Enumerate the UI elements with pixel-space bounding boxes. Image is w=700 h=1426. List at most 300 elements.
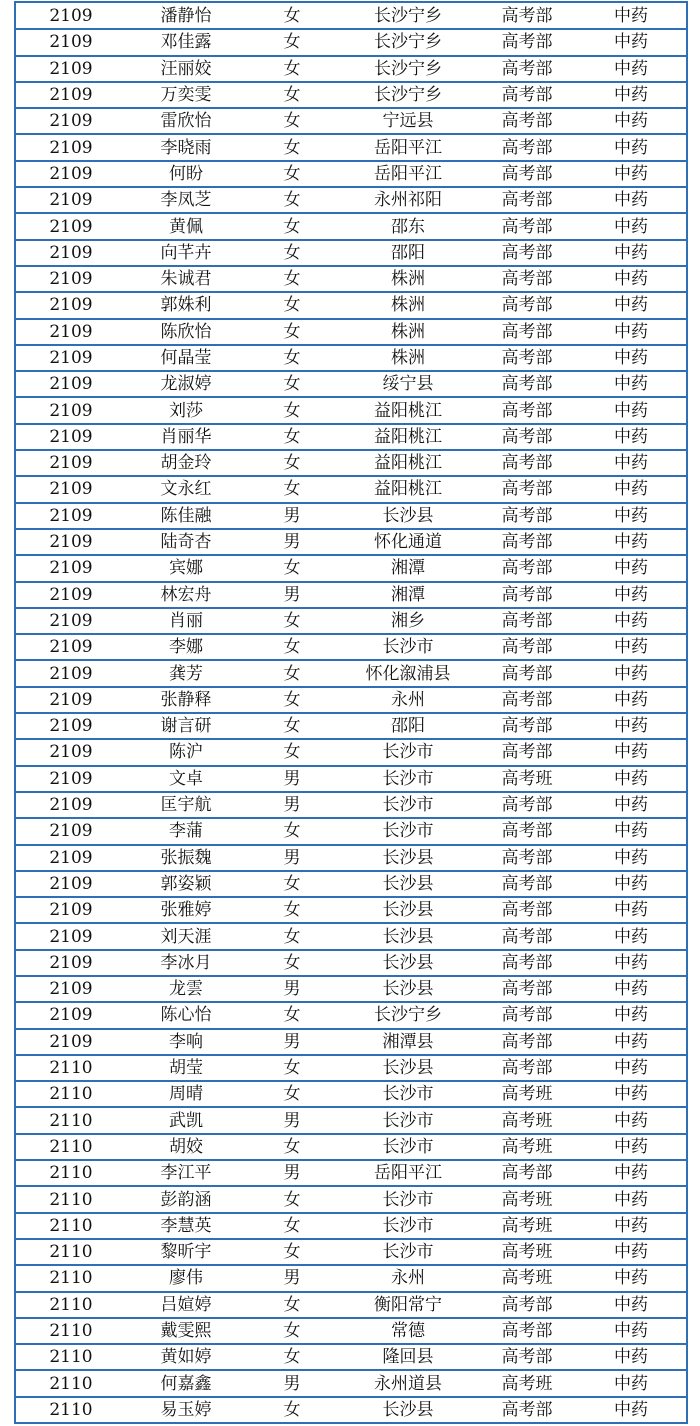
- major-cell: 中药: [576, 3, 686, 29]
- name-cell: 彭韵涵: [126, 1186, 246, 1212]
- name-cell: 陈沪: [126, 739, 246, 765]
- major-cell: 中药: [576, 134, 686, 160]
- table-row: [16, 134, 686, 160]
- table-row: [16, 923, 686, 949]
- origin-cell: 长沙县: [338, 845, 478, 871]
- department-cell: 高考部: [478, 424, 576, 450]
- name-cell: 刘莎: [126, 397, 246, 423]
- department-cell: 高考班: [478, 1107, 576, 1133]
- major-cell: 中药: [576, 660, 686, 686]
- origin-cell: 湘潭: [338, 555, 478, 581]
- gender-cell: 女: [246, 1213, 338, 1239]
- class-cell: 2109: [16, 582, 126, 608]
- table-row: [16, 1107, 686, 1133]
- gender-cell: 女: [246, 56, 338, 82]
- origin-cell: 益阳桃江: [338, 450, 478, 476]
- table-row: [16, 397, 686, 423]
- name-cell: 黄佩: [126, 213, 246, 239]
- major-cell: 中药: [576, 818, 686, 844]
- table-row: [16, 660, 686, 686]
- class-cell: 2109: [16, 687, 126, 713]
- major-cell: 中药: [576, 582, 686, 608]
- table-row: [16, 240, 686, 266]
- gender-cell: 女: [246, 161, 338, 187]
- name-cell: 张雅婷: [126, 897, 246, 923]
- name-cell: 张静释: [126, 687, 246, 713]
- gender-cell: 女: [246, 213, 338, 239]
- name-cell: 刘天涯: [126, 923, 246, 949]
- class-cell: 2109: [16, 56, 126, 82]
- name-cell: 李江平: [126, 1160, 246, 1186]
- gender-cell: 男: [246, 529, 338, 555]
- table-row: [16, 1397, 686, 1423]
- name-cell: 武凯: [126, 1107, 246, 1133]
- origin-cell: 长沙宁乡: [338, 3, 478, 29]
- gender-cell: 女: [246, 1055, 338, 1081]
- name-cell: 宾娜: [126, 555, 246, 581]
- class-cell: 2110: [16, 1318, 126, 1344]
- class-cell: 2110: [16, 1344, 126, 1370]
- gender-cell: 女: [246, 108, 338, 134]
- gender-cell: 女: [246, 739, 338, 765]
- gender-cell: 女: [246, 897, 338, 923]
- major-cell: 中药: [576, 897, 686, 923]
- department-cell: 高考班: [478, 1081, 576, 1107]
- table-row: [16, 1213, 686, 1239]
- origin-cell: 长沙宁乡: [338, 82, 478, 108]
- major-cell: 中药: [576, 845, 686, 871]
- name-cell: 肖丽: [126, 608, 246, 634]
- department-cell: 高考部: [478, 266, 576, 292]
- origin-cell: 湘潭县: [338, 1029, 478, 1055]
- gender-cell: 男: [246, 1029, 338, 1055]
- major-cell: 中药: [576, 1186, 686, 1212]
- table-row: [16, 1265, 686, 1291]
- table-row: [16, 29, 686, 55]
- department-cell: 高考部: [478, 792, 576, 818]
- origin-cell: 怀化溆浦县: [338, 660, 478, 686]
- table-row: [16, 161, 686, 187]
- origin-cell: 邵东: [338, 213, 478, 239]
- gender-cell: 女: [246, 424, 338, 450]
- major-cell: 中药: [576, 424, 686, 450]
- class-cell: 2109: [16, 213, 126, 239]
- origin-cell: 长沙县: [338, 871, 478, 897]
- major-cell: 中药: [576, 1344, 686, 1370]
- department-cell: 高考部: [478, 56, 576, 82]
- class-cell: 2109: [16, 660, 126, 686]
- gender-cell: 女: [246, 134, 338, 160]
- name-cell: 李凤芝: [126, 187, 246, 213]
- class-cell: 2110: [16, 1107, 126, 1133]
- department-cell: 高考部: [478, 134, 576, 160]
- origin-cell: 株洲: [338, 292, 478, 318]
- table-row: [16, 3, 686, 29]
- origin-cell: 永州: [338, 1265, 478, 1291]
- name-cell: 吕媗婷: [126, 1292, 246, 1318]
- class-cell: 2109: [16, 134, 126, 160]
- major-cell: 中药: [576, 213, 686, 239]
- table-row: [16, 555, 686, 581]
- major-cell: 中药: [576, 450, 686, 476]
- name-cell: 雷欣怡: [126, 108, 246, 134]
- class-cell: 2109: [16, 345, 126, 371]
- name-cell: 李慧英: [126, 1213, 246, 1239]
- major-cell: 中药: [576, 29, 686, 55]
- class-cell: 2109: [16, 187, 126, 213]
- department-cell: 高考部: [478, 371, 576, 397]
- major-cell: 中药: [576, 766, 686, 792]
- department-cell: 高考部: [478, 739, 576, 765]
- gender-cell: 女: [246, 345, 338, 371]
- origin-cell: 岳阳平江: [338, 161, 478, 187]
- class-cell: 2110: [16, 1160, 126, 1186]
- major-cell: 中药: [576, 950, 686, 976]
- origin-cell: 长沙市: [338, 1186, 478, 1212]
- name-cell: 张振魏: [126, 845, 246, 871]
- origin-cell: 岳阳平江: [338, 1160, 478, 1186]
- major-cell: 中药: [576, 397, 686, 423]
- department-cell: 高考班: [478, 1239, 576, 1265]
- origin-cell: 益阳桃江: [338, 424, 478, 450]
- class-cell: 2109: [16, 29, 126, 55]
- gender-cell: 男: [246, 792, 338, 818]
- department-cell: 高考部: [478, 476, 576, 502]
- table-row: [16, 1081, 686, 1107]
- class-cell: 2109: [16, 634, 126, 660]
- class-cell: 2110: [16, 1265, 126, 1291]
- name-cell: 匡宇航: [126, 792, 246, 818]
- gender-cell: 女: [246, 660, 338, 686]
- department-cell: 高考部: [478, 397, 576, 423]
- department-cell: 高考部: [478, 292, 576, 318]
- department-cell: 高考部: [478, 582, 576, 608]
- gender-cell: 女: [246, 266, 338, 292]
- name-cell: 向芊卉: [126, 240, 246, 266]
- table-row: [16, 82, 686, 108]
- major-cell: 中药: [576, 476, 686, 502]
- name-cell: 廖伟: [126, 1265, 246, 1291]
- major-cell: 中药: [576, 1107, 686, 1133]
- major-cell: 中药: [576, 292, 686, 318]
- major-cell: 中药: [576, 1134, 686, 1160]
- origin-cell: 长沙市: [338, 1239, 478, 1265]
- name-cell: 郭姝利: [126, 292, 246, 318]
- origin-cell: 永州: [338, 687, 478, 713]
- name-cell: 汪丽姣: [126, 56, 246, 82]
- student-table-body: [16, 3, 686, 1423]
- gender-cell: 女: [246, 82, 338, 108]
- major-cell: 中药: [576, 240, 686, 266]
- table-row: [16, 529, 686, 555]
- name-cell: 李晓雨: [126, 134, 246, 160]
- major-cell: 中药: [576, 1002, 686, 1028]
- gender-cell: 女: [246, 1318, 338, 1344]
- gender-cell: 男: [246, 976, 338, 1002]
- table-row: [16, 1239, 686, 1265]
- origin-cell: 益阳桃江: [338, 397, 478, 423]
- major-cell: 中药: [576, 634, 686, 660]
- department-cell: 高考部: [478, 1002, 576, 1028]
- name-cell: 陈欣怡: [126, 319, 246, 345]
- origin-cell: 衡阳常宁: [338, 1292, 478, 1318]
- department-cell: 高考部: [478, 555, 576, 581]
- major-cell: 中药: [576, 108, 686, 134]
- table-row: [16, 1186, 686, 1212]
- name-cell: 胡金玲: [126, 450, 246, 476]
- major-cell: 中药: [576, 1370, 686, 1396]
- class-cell: 2110: [16, 1370, 126, 1396]
- class-cell: 2109: [16, 240, 126, 266]
- gender-cell: 女: [246, 634, 338, 660]
- class-cell: 2109: [16, 292, 126, 318]
- department-cell: 高考部: [478, 634, 576, 660]
- name-cell: 黎昕宇: [126, 1239, 246, 1265]
- name-cell: 黄如婷: [126, 1344, 246, 1370]
- origin-cell: 长沙市: [338, 766, 478, 792]
- origin-cell: 长沙市: [338, 792, 478, 818]
- major-cell: 中药: [576, 345, 686, 371]
- table-row: [16, 766, 686, 792]
- gender-cell: 男: [246, 1265, 338, 1291]
- department-cell: 高考部: [478, 161, 576, 187]
- department-cell: 高考部: [478, 818, 576, 844]
- class-cell: 2109: [16, 608, 126, 634]
- student-table: [16, 3, 686, 1424]
- gender-cell: 女: [246, 292, 338, 318]
- origin-cell: 绥宁县: [338, 371, 478, 397]
- major-cell: 中药: [576, 56, 686, 82]
- table-row: [16, 1318, 686, 1344]
- gender-cell: 男: [246, 766, 338, 792]
- gender-cell: 女: [246, 871, 338, 897]
- origin-cell: 永州祁阳: [338, 187, 478, 213]
- gender-cell: 女: [246, 923, 338, 949]
- gender-cell: 女: [246, 3, 338, 29]
- class-cell: 2109: [16, 845, 126, 871]
- class-cell: 2109: [16, 950, 126, 976]
- gender-cell: 女: [246, 450, 338, 476]
- gender-cell: 男: [246, 1107, 338, 1133]
- origin-cell: 长沙市: [338, 739, 478, 765]
- class-cell: 2109: [16, 766, 126, 792]
- class-cell: 2109: [16, 450, 126, 476]
- major-cell: 中药: [576, 82, 686, 108]
- department-cell: 高考部: [478, 1318, 576, 1344]
- origin-cell: 邵阳: [338, 240, 478, 266]
- origin-cell: 邵阳: [338, 713, 478, 739]
- department-cell: 高考部: [478, 29, 576, 55]
- class-cell: 2109: [16, 397, 126, 423]
- gender-cell: 女: [246, 1397, 338, 1423]
- gender-cell: 男: [246, 1370, 338, 1396]
- major-cell: 中药: [576, 503, 686, 529]
- class-cell: 2109: [16, 161, 126, 187]
- table-row: [16, 608, 686, 634]
- class-cell: 2109: [16, 371, 126, 397]
- table-row: [16, 1292, 686, 1318]
- class-cell: 2109: [16, 818, 126, 844]
- department-cell: 高考部: [478, 1344, 576, 1370]
- table-row: [16, 1055, 686, 1081]
- gender-cell: 女: [246, 950, 338, 976]
- gender-cell: 女: [246, 29, 338, 55]
- class-cell: 2109: [16, 792, 126, 818]
- origin-cell: 隆回县: [338, 1344, 478, 1370]
- department-cell: 高考部: [478, 1160, 576, 1186]
- major-cell: 中药: [576, 1081, 686, 1107]
- origin-cell: 长沙县: [338, 923, 478, 949]
- class-cell: 2109: [16, 3, 126, 29]
- name-cell: 何盼: [126, 161, 246, 187]
- name-cell: 李响: [126, 1029, 246, 1055]
- department-cell: 高考部: [478, 1029, 576, 1055]
- name-cell: 周晴: [126, 1081, 246, 1107]
- table-row: [16, 345, 686, 371]
- gender-cell: 女: [246, 319, 338, 345]
- gender-cell: 男: [246, 503, 338, 529]
- gender-cell: 女: [246, 1134, 338, 1160]
- gender-cell: 男: [246, 1160, 338, 1186]
- name-cell: 肖丽华: [126, 424, 246, 450]
- class-cell: 2110: [16, 1081, 126, 1107]
- department-cell: 高考部: [478, 3, 576, 29]
- table-row: [16, 450, 686, 476]
- origin-cell: 株洲: [338, 319, 478, 345]
- major-cell: 中药: [576, 371, 686, 397]
- gender-cell: 男: [246, 582, 338, 608]
- table-row: [16, 818, 686, 844]
- department-cell: 高考部: [478, 213, 576, 239]
- class-cell: 2109: [16, 923, 126, 949]
- gender-cell: 女: [246, 371, 338, 397]
- department-cell: 高考班: [478, 1265, 576, 1291]
- class-cell: 2109: [16, 529, 126, 555]
- department-cell: 高考部: [478, 950, 576, 976]
- class-cell: 2109: [16, 555, 126, 581]
- gender-cell: 女: [246, 240, 338, 266]
- major-cell: 中药: [576, 713, 686, 739]
- gender-cell: 女: [246, 608, 338, 634]
- table-row: [16, 976, 686, 1002]
- department-cell: 高考部: [478, 687, 576, 713]
- origin-cell: 长沙县: [338, 1055, 478, 1081]
- department-cell: 高考部: [478, 897, 576, 923]
- name-cell: 陈佳融: [126, 503, 246, 529]
- table-row: [16, 424, 686, 450]
- name-cell: 郭姿颖: [126, 871, 246, 897]
- name-cell: 文永红: [126, 476, 246, 502]
- department-cell: 高考班: [478, 1134, 576, 1160]
- name-cell: 易玉婷: [126, 1397, 246, 1423]
- department-cell: 高考部: [478, 503, 576, 529]
- gender-cell: 女: [246, 1344, 338, 1370]
- table-row: [16, 845, 686, 871]
- department-cell: 高考班: [478, 766, 576, 792]
- table-row: [16, 1160, 686, 1186]
- major-cell: 中药: [576, 555, 686, 581]
- name-cell: 文卓: [126, 766, 246, 792]
- major-cell: 中药: [576, 266, 686, 292]
- table-row: [16, 213, 686, 239]
- department-cell: 高考部: [478, 923, 576, 949]
- department-cell: 高考部: [478, 345, 576, 371]
- class-cell: 2109: [16, 266, 126, 292]
- table-row: [16, 950, 686, 976]
- origin-cell: 长沙市: [338, 1107, 478, 1133]
- name-cell: 林宏舟: [126, 582, 246, 608]
- table-row: [16, 371, 686, 397]
- gender-cell: 女: [246, 818, 338, 844]
- name-cell: 李蒲: [126, 818, 246, 844]
- table-row: [16, 503, 686, 529]
- student-table-container: [14, 1, 688, 1424]
- class-cell: 2110: [16, 1213, 126, 1239]
- class-cell: 2109: [16, 108, 126, 134]
- major-cell: 中药: [576, 161, 686, 187]
- gender-cell: 女: [246, 1081, 338, 1107]
- table-row: [16, 1029, 686, 1055]
- origin-cell: 益阳桃江: [338, 476, 478, 502]
- origin-cell: 湘潭: [338, 582, 478, 608]
- major-cell: 中药: [576, 871, 686, 897]
- class-cell: 2109: [16, 1029, 126, 1055]
- name-cell: 李娜: [126, 634, 246, 660]
- gender-cell: 女: [246, 687, 338, 713]
- table-row: [16, 739, 686, 765]
- origin-cell: 长沙县: [338, 503, 478, 529]
- gender-cell: 女: [246, 1239, 338, 1265]
- gender-cell: 女: [246, 476, 338, 502]
- major-cell: 中药: [576, 739, 686, 765]
- origin-cell: 长沙宁乡: [338, 1002, 478, 1028]
- table-row: [16, 582, 686, 608]
- name-cell: 何晶莹: [126, 345, 246, 371]
- department-cell: 高考部: [478, 450, 576, 476]
- major-cell: 中药: [576, 1055, 686, 1081]
- department-cell: 高考部: [478, 871, 576, 897]
- major-cell: 中药: [576, 319, 686, 345]
- department-cell: 高考部: [478, 529, 576, 555]
- table-row: [16, 634, 686, 660]
- origin-cell: 长沙市: [338, 1213, 478, 1239]
- table-row: [16, 897, 686, 923]
- name-cell: 龙雲: [126, 976, 246, 1002]
- department-cell: 高考部: [478, 1292, 576, 1318]
- major-cell: 中药: [576, 1239, 686, 1265]
- department-cell: 高考班: [478, 1213, 576, 1239]
- table-row: [16, 1344, 686, 1370]
- gender-cell: 女: [246, 397, 338, 423]
- name-cell: 龙淑婷: [126, 371, 246, 397]
- name-cell: 李冰月: [126, 950, 246, 976]
- origin-cell: 岳阳平江: [338, 134, 478, 160]
- department-cell: 高考班: [478, 1370, 576, 1396]
- class-cell: 2110: [16, 1134, 126, 1160]
- major-cell: 中药: [576, 1318, 686, 1344]
- class-cell: 2110: [16, 1186, 126, 1212]
- class-cell: 2109: [16, 713, 126, 739]
- table-row: [16, 187, 686, 213]
- class-cell: 2110: [16, 1055, 126, 1081]
- gender-cell: 女: [246, 1002, 338, 1028]
- major-cell: 中药: [576, 1029, 686, 1055]
- major-cell: 中药: [576, 1397, 686, 1423]
- origin-cell: 株洲: [338, 266, 478, 292]
- name-cell: 邓佳露: [126, 29, 246, 55]
- origin-cell: 常德: [338, 1318, 478, 1344]
- major-cell: 中药: [576, 1213, 686, 1239]
